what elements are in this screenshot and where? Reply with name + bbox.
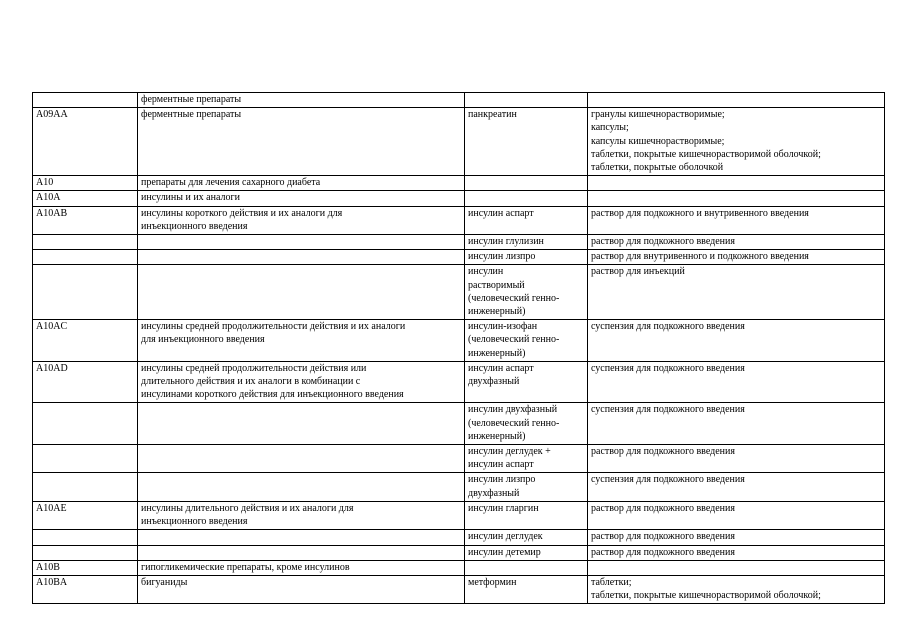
dosage-forms-cell: раствор для подкожного введения (588, 545, 885, 560)
table-row (33, 473, 885, 501)
atc-code-cell (33, 445, 138, 473)
drug-name-cell: инсулин лизпро двухфазный (465, 473, 588, 501)
drug-name-cell: инсулин лизпро (465, 250, 588, 265)
drug-name-cell: инсулин-изофан (человеческий генно- инженерный) (465, 320, 588, 362)
table-row (33, 530, 885, 545)
dosage-forms-cell: раствор для подкожного введения (588, 445, 885, 473)
table-row (33, 265, 885, 320)
pharmacological-group-cell: препараты для лечения сахарного диабета (138, 176, 465, 191)
table-body (33, 93, 885, 604)
drug-name-cell: инсулин деглудек (465, 530, 588, 545)
table-row (33, 575, 885, 603)
dosage-forms-cell: суспензия для подкожного введения (588, 403, 885, 445)
atc-code-cell (33, 235, 138, 250)
atc-code-cell (33, 473, 138, 501)
dosage-forms-cell: суспензия для подкожного введения (588, 320, 885, 362)
atc-code-cell: A10BA (33, 575, 138, 603)
table-row (33, 93, 885, 108)
drug-name-cell (465, 93, 588, 108)
table-row (33, 403, 885, 445)
dosage-forms-cell: суспензия для подкожного введения (588, 361, 885, 403)
dosage-forms-cell: раствор для подкожного и внутривенного введения (588, 206, 885, 234)
atc-code-cell (33, 545, 138, 560)
pharmacological-group-cell: гипогликемические препараты, кроме инсулинов (138, 560, 465, 575)
dosage-forms-cell: суспензия для подкожного введения (588, 473, 885, 501)
drug-name-cell: инсулин двухфазный (человеческий генно- инженерный) (465, 403, 588, 445)
drug-name-cell: инсулин детемир (465, 545, 588, 560)
atc-code-cell (33, 93, 138, 108)
pharmacological-group-cell: бигуаниды (138, 575, 465, 603)
dosage-forms-cell: гранулы кишечнорастворимые; капсулы; капсулы кишечнорастворимые; таблетки, покрытые кишечнорастворимой оболочкой; таблетки, покрытые оболочкой (588, 108, 885, 176)
atc-code-cell (33, 265, 138, 320)
pharmacological-group-cell: инсулины короткого действия и их аналоги для инъекционного введения (138, 206, 465, 234)
drug-name-cell (465, 176, 588, 191)
pharmacological-group-cell (138, 473, 465, 501)
atc-code-cell: A10AB (33, 206, 138, 234)
table-row (33, 361, 885, 403)
drug-name-cell: инсулин растворимый (человеческий генно- инженерный) (465, 265, 588, 320)
drug-name-cell (465, 560, 588, 575)
drug-name-cell: инсулин аспарт (465, 206, 588, 234)
drug-name-cell (465, 191, 588, 206)
pharmacological-group-cell: ферментные препараты (138, 93, 465, 108)
table-row (33, 235, 885, 250)
table-row (33, 191, 885, 206)
pharmacological-group-cell: инсулины средней продолжительности действия и их аналоги для инъекционного введения (138, 320, 465, 362)
table-row (33, 108, 885, 176)
drug-classification-table (32, 92, 885, 604)
dosage-forms-cell: раствор для подкожного введения (588, 530, 885, 545)
pharmacological-group-cell: инсулины средней продолжительности действия или длительного действия и их аналоги в комбинации с инсулинами короткого действия для инъекционного введения (138, 361, 465, 403)
atc-code-cell: A10AD (33, 361, 138, 403)
pharmacological-group-cell (138, 403, 465, 445)
pharmacological-group-cell (138, 250, 465, 265)
drug-name-cell: панкреатин (465, 108, 588, 176)
pharmacological-group-cell (138, 545, 465, 560)
drug-name-cell: инсулин глулизин (465, 235, 588, 250)
table-row (33, 560, 885, 575)
drug-name-cell: инсулин гларгин (465, 501, 588, 529)
dosage-forms-cell: раствор для подкожного введения (588, 235, 885, 250)
pharmacological-group-cell (138, 445, 465, 473)
table-row (33, 206, 885, 234)
pharmacological-group-cell: инсулины и их аналоги (138, 191, 465, 206)
dosage-forms-cell: раствор для подкожного введения (588, 501, 885, 529)
pharmacological-group-cell: ферментные препараты (138, 108, 465, 176)
table-row (33, 545, 885, 560)
pharmacological-group-cell (138, 265, 465, 320)
atc-code-cell (33, 403, 138, 445)
dosage-forms-cell (588, 560, 885, 575)
pharmacological-group-cell (138, 530, 465, 545)
atc-code-cell: A10A (33, 191, 138, 206)
dosage-forms-cell: раствор для инъекций (588, 265, 885, 320)
pharmacological-group-cell (138, 235, 465, 250)
atc-code-cell (33, 530, 138, 545)
table-row (33, 501, 885, 529)
table-row (33, 320, 885, 362)
dosage-forms-cell (588, 191, 885, 206)
atc-code-cell: A10 (33, 176, 138, 191)
pharmacological-group-cell: инсулины длительного действия и их аналоги для инъекционного введения (138, 501, 465, 529)
atc-code-cell (33, 250, 138, 265)
drug-name-cell: инсулин аспарт двухфазный (465, 361, 588, 403)
dosage-forms-cell (588, 93, 885, 108)
dosage-forms-cell: таблетки; таблетки, покрытые кишечнорастворимой оболочкой; (588, 575, 885, 603)
table-row (33, 176, 885, 191)
drug-name-cell: метформин (465, 575, 588, 603)
table-row (33, 445, 885, 473)
atc-code-cell: A09AA (33, 108, 138, 176)
dosage-forms-cell: раствор для внутривенного и подкожного введения (588, 250, 885, 265)
dosage-forms-cell (588, 176, 885, 191)
atc-code-cell: A10AE (33, 501, 138, 529)
table-row (33, 250, 885, 265)
atc-code-cell: A10AC (33, 320, 138, 362)
drug-name-cell: инсулин деглудек + инсулин аспарт (465, 445, 588, 473)
atc-code-cell: A10B (33, 560, 138, 575)
